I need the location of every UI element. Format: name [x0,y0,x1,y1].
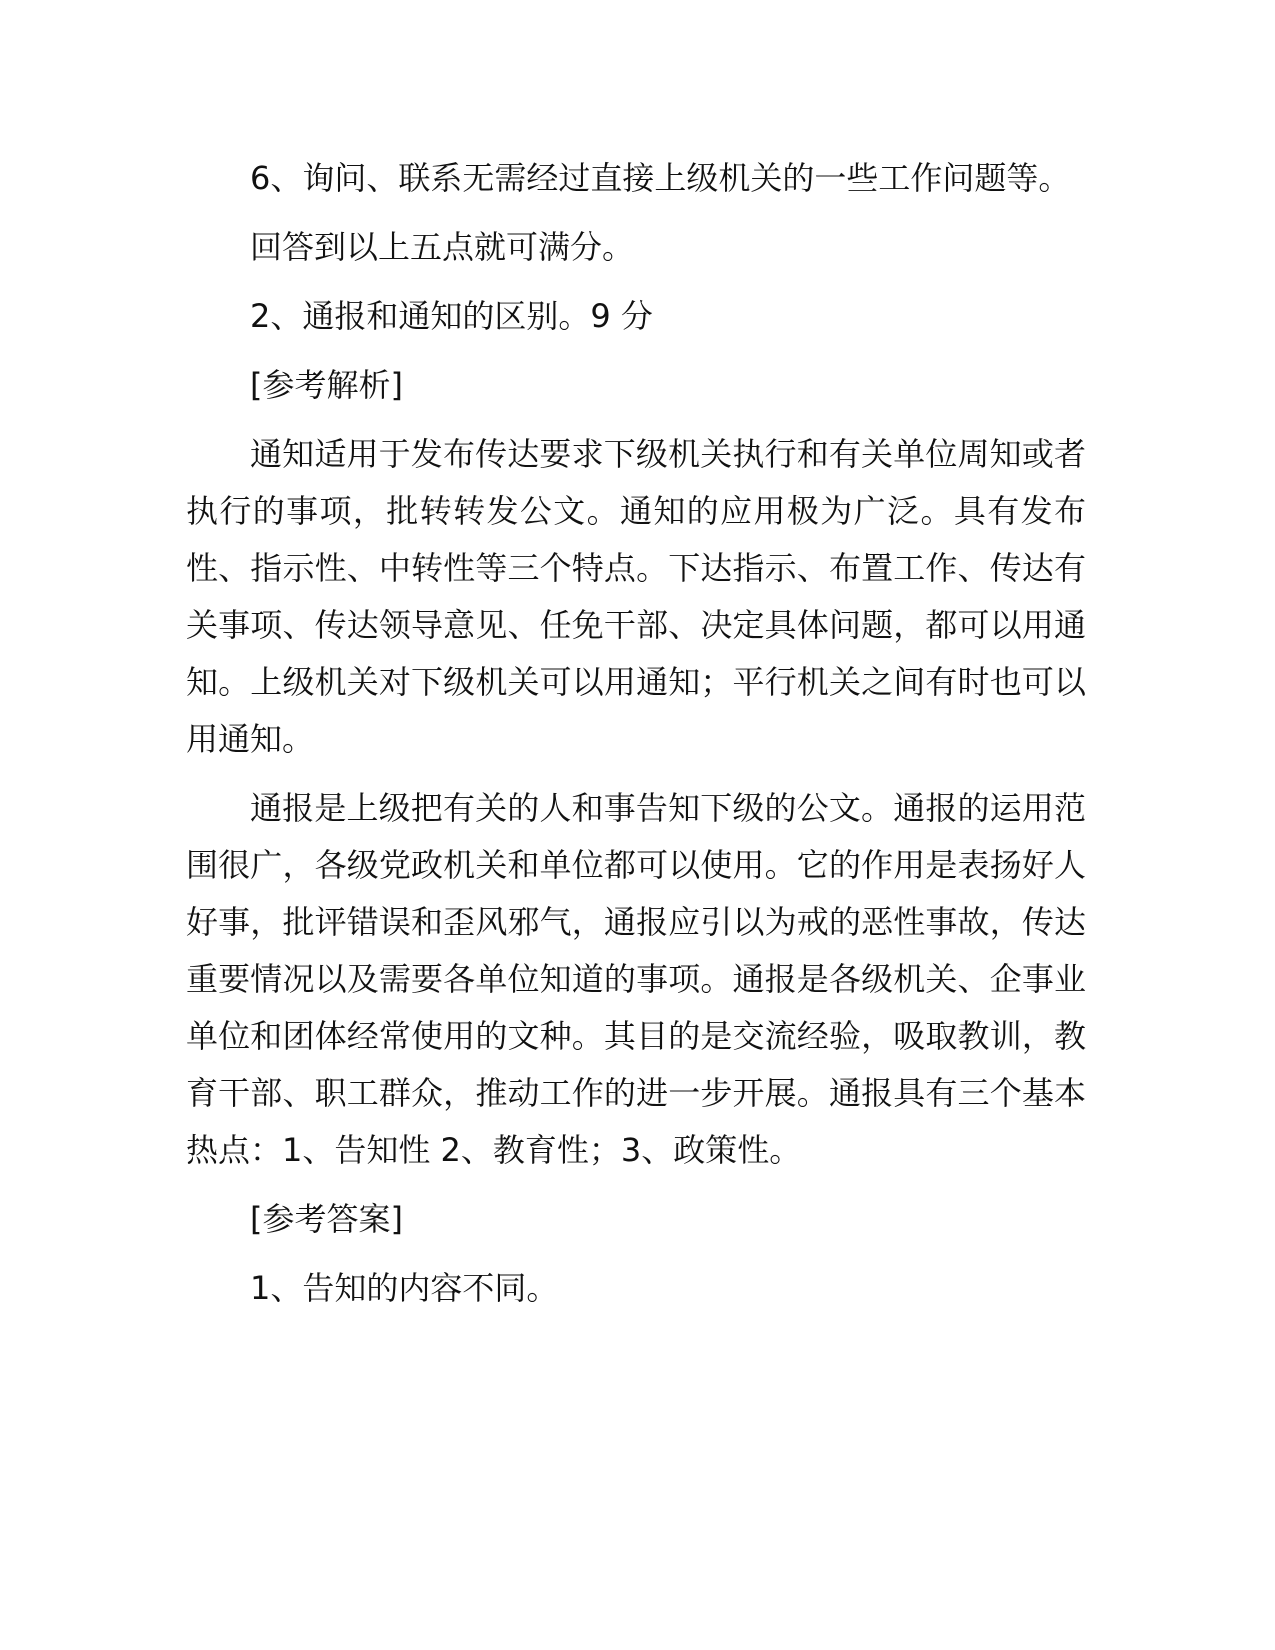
paragraph-notice-explanation: 通知适用于发布传达要求下级机关执行和有关单位周知或者执行的事项，批转转发公文。通知的应用极为广泛。具有发布性、指示性、中转性等三个特点。下达指示、布置工作、传达有关事项、传达领导意见、任免干部、决定具体问题，都可以用通知。上级机关对下级机关可以用通知；平行机关之间有时也可以用通知。 [186,435,1086,758]
document-body [186,150,1086,1329]
paragraph-item-6: 6、询问、联系无需经过直接上级机关的一些工作问题等。 [250,159,1071,197]
paragraph-full-score-note: 回答到以上五点就可满分。 [250,228,635,266]
reference-answer-label: [参考答案] [250,1200,403,1238]
question-heading: 2、通报和通知的区别。9 分 [250,297,653,335]
paragraph-bulletin-explanation: 通报是上级把有关的人和事告知下级的公文。通报的运用范围很广，各级党政机关和单位都可以使用。它的作用是表扬好人好事，批评错误和歪风邪气，通报应引以为戒的恶性事故，传达重要情况以及需要各单位知道的事项。通报是各级机关、企事业单位和团体经常使用的文种。其目的是交流经验，吸取教训，教育干部、职工群众，推动工作的进一步开展。通报具有三个基本热点：1、告知性 2、教育性；3、政策性。 [186,789,1086,1169]
reference-analysis-label: [参考解析] [250,366,403,404]
answer-point-1: 1、告知的内容不同。 [250,1269,559,1307]
